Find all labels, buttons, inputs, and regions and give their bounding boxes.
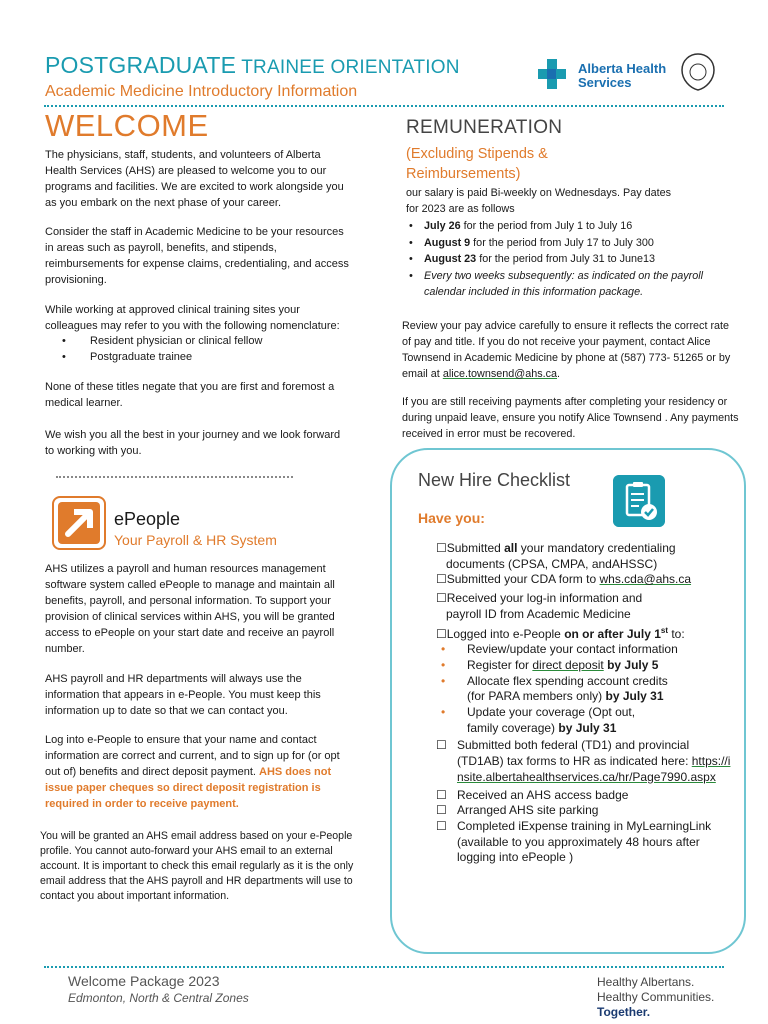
checklist-items <box>436 541 736 866</box>
checklist-title: New Hire Checklist <box>418 470 571 490</box>
footer-subtitle: Edmonton, North & Central Zones <box>68 991 249 1005</box>
list-item: • August 9 for the period from July 17 to July 300 <box>406 235 716 252</box>
direct-deposit-link[interactable]: direct deposit <box>532 657 604 672</box>
epeople-icon-frame <box>52 496 106 550</box>
remuneration-heading: REMUNERATION <box>406 117 563 138</box>
epeople-paragraph-4: You will be granted an AHS email address based on your e-People profile. You cannot auto-forward your AHS email to an external account. It is important to check this email regularly as it is the only email address that the AHS payroll and HR departments will use to contact you about important information. <box>40 830 354 902</box>
remuneration-subtitle: (Excluding Stipends & Reimbursements) <box>406 146 548 182</box>
epeople-title: ePeople <box>114 509 181 529</box>
list-item: • Resident physician or clinical fellow <box>62 333 262 349</box>
header-divider <box>44 105 724 107</box>
clipboard-check-icon <box>613 475 665 527</box>
footer-title: Welcome Package 2023 <box>68 973 220 989</box>
seal-icon <box>680 52 716 92</box>
checklist-item-cda-form[interactable]: ☐Submitted your CDA form to whs.cda@ahs.ca <box>436 572 692 587</box>
welcome-heading: WELCOME <box>45 108 209 143</box>
list-item: • Postgraduate trainee <box>62 349 262 365</box>
section-divider <box>56 476 293 478</box>
email-link[interactable]: alice.townsend@ahs.ca <box>442 368 558 380</box>
ahs-logo-text: Alberta Health Services <box>578 61 667 90</box>
subitem-coverage: • Update your coverage (Opt out, family coverage) by July 31 <box>436 705 736 736</box>
page-title: POSTGRADUATE TRAINEE ORIENTATION <box>45 52 460 78</box>
subitem-flex-spending: • Allocate flex spending account credits (for PARA members only) by July 31 <box>436 674 736 705</box>
checklist-item-epeople-login[interactable]: ☐Logged into e-People on or after July 1st to: <box>436 625 685 641</box>
welcome-paragraph-1: The physicians, staff, students, and volunteers of Alberta Health Services (AHS) are pleased to welcome you to our programs and facilities. We are excited to work alongside you as you embark on the next phase of your career. <box>45 149 344 209</box>
arrow-icon <box>54 498 104 548</box>
footer-divider <box>44 966 724 968</box>
checklist-item-tax-forms[interactable]: ☐ Submitted both federal (TD1) and provincial (TD1AB) tax forms to HR as indicated here: https://insite.albertahealthservices.ca/hr/Page7990.aspx <box>436 738 736 785</box>
checklist-item-credentialing[interactable]: ☐Submitted all your mandatory credentialing documents (CPSA, CMPA, andAHSSC) <box>436 541 676 571</box>
list-item: • July 26 for the period from July 1 to July 16 <box>406 218 716 235</box>
subitem-contact-info: • Review/update your contact information <box>436 642 736 658</box>
pay-dates-list <box>406 218 716 301</box>
checklist-item-parking[interactable]: ☐ Arranged AHS site parking <box>436 803 736 819</box>
checklist-item-access-badge[interactable]: ☐ Received an AHS access badge <box>436 788 736 804</box>
epeople-highlight: AHS does not issue paper cheques so direct deposit registration is required in order to receive payment. <box>45 766 332 810</box>
list-item: • August 23 for the period from July 31 to June13 <box>406 251 716 268</box>
remuneration-paragraph-3: If you are still receiving payments after completing your residency or during unpaid leave, ensure you notify Alice Townsend . Any payments received in error must be recovered. <box>402 396 739 440</box>
remuneration-paragraph-2: Review your pay advice carefully to ensure it reflects the correct rate of pay and title. If you do not receive your payment, contact Alice Townsend in Academic Medicine by phone at (587) 773- 51265 or by email at alice.townsend@ahs.ca. <box>402 320 731 380</box>
cda-email-link[interactable]: whs.cda@ahs.ca <box>599 572 692 587</box>
epeople-paragraph-3: Log into e-People to ensure that your name and contact information are correct and current, and to sign up for (or opt out of) benefits and direct deposit payment. AHS does not issue paper cheques so direct deposit registration is required in order to receive payment. <box>45 734 340 810</box>
subitem-direct-deposit: • Register for direct deposit by July 5 <box>436 658 736 674</box>
footer-tagline: Healthy Albertans. Healthy Communities. Together. <box>597 975 715 1019</box>
epeople-subtitle: Your Payroll & HR System <box>114 532 277 548</box>
checklist-item-iexpense[interactable]: ☐ Completed iExpense training in MyLearningLink (available to you approximately 48 hours after logging into ePeople ) <box>436 819 736 866</box>
nomenclature-list <box>62 333 262 365</box>
welcome-paragraph-5: We wish you all the best in your journey and we look forward to working with you. <box>45 429 341 457</box>
remuneration-intro: our salary is paid Bi-weekly on Wednesdays. Pay dates for 2023 are as follows <box>406 187 672 215</box>
welcome-paragraph-4: None of these titles negate that you are first and foremost a medical learner. <box>45 381 335 409</box>
list-item: • Every two weeks subsequently: as indicated on the payroll calendar included in this information package. <box>406 268 716 301</box>
welcome-paragraph-3: While working at approved clinical training sites your colleagues may refer to you with the following nomenclature: <box>45 304 340 332</box>
epeople-paragraph-1: AHS utilizes a payroll and human resources management software system called ePeople to manage and maintain all benefits, payroll, and personal information. To support your provision of clinical services within AHS, you will be granted access to ePeople on your start date and receive an payroll number. <box>45 563 335 655</box>
checklist-have-you: Have you: <box>418 510 485 526</box>
epeople-paragraph-2: AHS payroll and HR departments will always use the information that appears in e-People. You must keep this information up to date so that we can contact you. <box>45 673 321 717</box>
tax-forms-link[interactable]: https://insite.albertahealthservices.ca/hr/Page7990.aspx <box>457 754 731 784</box>
checklist-item-login-info[interactable]: ☐Received your log-in information and payroll ID from Academic Medicine <box>436 591 643 621</box>
page-subtitle: Academic Medicine Introductory Information <box>45 83 358 100</box>
welcome-paragraph-2: Consider the staff in Academic Medicine to be your resources in areas such as payroll, benefits, and stipends, reimbursements for expense claims, credentialing, and access provisioning. <box>45 226 349 286</box>
